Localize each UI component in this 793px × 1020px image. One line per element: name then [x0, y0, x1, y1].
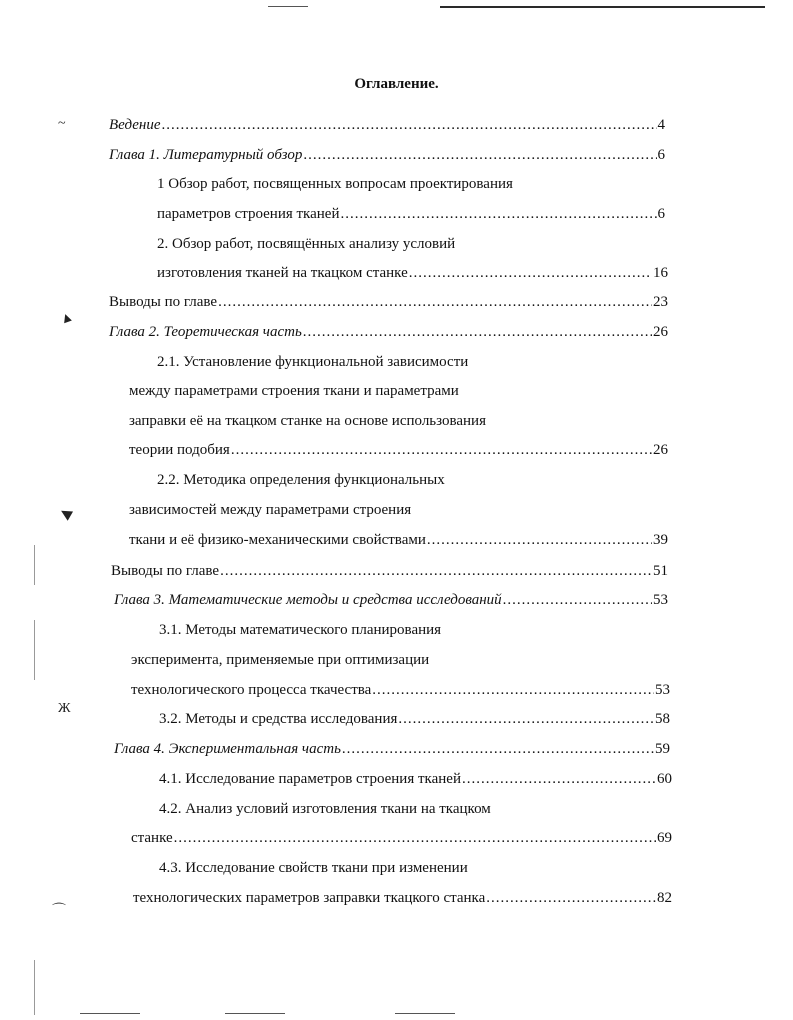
margin-rule-1: [34, 545, 35, 585]
toc-page-number: 60: [657, 771, 672, 787]
scan-line-top-left: [268, 6, 308, 7]
toc-page-number: 4: [657, 117, 665, 133]
margin-mark-arrow-3: Ж: [58, 701, 71, 716]
toc-page-number: 58: [655, 711, 670, 727]
toc-entry-2-1-line-4: [129, 440, 668, 460]
toc-entry-4-3-line-1: 4.3. Исследование свойств ткани при изменении: [159, 860, 468, 876]
toc-page-number: 53: [653, 592, 668, 608]
toc-entry-1-1-line-2: [157, 204, 665, 224]
toc-page-number: 23: [653, 294, 668, 310]
toc-entry-text: Глава 4. Экспериментальная часть: [114, 741, 341, 757]
toc-entry-4-1: [159, 769, 672, 789]
toc-entry-chapter-2-conclusions: [111, 561, 668, 581]
toc-entry-text: станке: [131, 830, 173, 846]
toc-entry-text: теории подобия: [129, 442, 230, 458]
scan-line-bottom-3: [395, 1013, 455, 1014]
toc-entry-4-2-line-2: [131, 828, 672, 848]
toc-page-number: 59: [655, 741, 670, 757]
toc-entry-text: изготовления тканей на ткацком станке: [157, 265, 408, 281]
toc-entry-text: Глава 3. Математические методы и средства исследований: [114, 592, 502, 608]
toc-leader-dots: [218, 292, 652, 312]
toc-entry-chapter-1: [109, 145, 665, 165]
toc-entry-chapter-1-conclusions: [109, 292, 668, 312]
toc-leader-dots: [409, 263, 652, 283]
toc-leader-dots: [503, 590, 652, 610]
toc-entry-3-1-line-3: [131, 680, 670, 700]
toc-leader-dots: [341, 204, 657, 224]
toc-entry-3-2: [159, 709, 670, 729]
toc-entry-chapter-4: [114, 739, 670, 759]
toc-page-number: 82: [657, 890, 672, 906]
toc-entry-3-1-line-1: 3.1. Методы математического планирования: [159, 622, 442, 638]
toc-entry-text: 3.2. Методы и средства исследования: [159, 711, 398, 727]
margin-mark-tick: ⌒: [52, 904, 66, 919]
toc-page-number: 39: [653, 532, 668, 548]
toc-entry-text: Глава 1. Литературный обзор: [109, 147, 303, 163]
toc-leader-dots: [303, 322, 652, 342]
toc-entry-text: параметров строения тканей: [157, 206, 340, 222]
toc-leader-dots: [220, 561, 652, 581]
toc-entry-3-1-line-2: эксперимента, применяемые при оптимизации: [131, 652, 430, 668]
toc-page-number: 16: [653, 265, 668, 281]
scan-line-bottom-2: [225, 1013, 285, 1014]
margin-rule-2: [34, 620, 35, 680]
toc-entry-text: Глава 2. Теоретическая часть: [109, 324, 302, 340]
toc-leader-dots: [231, 440, 652, 460]
toc-leader-dots: [303, 145, 656, 165]
margin-rule-3: [34, 960, 35, 1015]
toc-entry-text: технологического процесса ткачества: [131, 682, 372, 698]
scan-line-bottom-1: [80, 1013, 140, 1014]
toc-page-number: 6: [657, 206, 665, 222]
page-title: Оглавление.: [354, 76, 439, 92]
toc-page-number: 53: [655, 682, 670, 698]
toc-entry-4-3-line-2: [133, 888, 672, 908]
toc-entry-text: Выводы по главе: [111, 563, 220, 579]
toc-entry-chapter-3: [114, 590, 668, 610]
toc-entry-intro: [109, 115, 665, 135]
toc-entry-text: технологических параметров заправки ткацкого станка: [133, 890, 486, 906]
toc-entry-1-2-line-1: 2. Обзор работ, посвящённых анализу условий: [157, 236, 456, 252]
toc-page-number: 69: [657, 830, 672, 846]
toc-entry-text: ткани и её физико-механическими свойствами: [129, 532, 426, 548]
toc-leader-dots: [174, 828, 656, 848]
toc-leader-dots: [372, 680, 654, 700]
toc-leader-dots: [398, 709, 654, 729]
toc-entry-2-1-line-2: между параметрами строения ткани и параметрами: [129, 383, 459, 399]
toc-entry-2-2-line-3: [129, 530, 668, 550]
toc-entry-1-1-line-1: 1 Обзор работ, посвященных вопросам проектирования: [157, 176, 513, 192]
toc-entry-text: Ведение: [109, 117, 161, 133]
toc-leader-dots: [462, 769, 656, 789]
scan-line-top-right: [440, 6, 765, 8]
toc-entry-chapter-2: [109, 322, 668, 342]
toc-leader-dots: [427, 530, 652, 550]
toc-page-number: 6: [657, 147, 665, 163]
toc-entry-4-2-line-1: 4.2. Анализ условий изготовления ткани на ткацком: [159, 801, 491, 817]
margin-mark-arrow-2: ◀: [57, 504, 75, 523]
toc-leader-dots: [342, 739, 654, 759]
toc-entry-2-2-line-1: 2.2. Методика определения функциональных: [157, 472, 445, 488]
toc-entry-2-1-line-1: 2.1. Установление функциональной зависимости: [157, 354, 469, 370]
toc-entry-text: 4.1. Исследование параметров строения тканей: [159, 771, 461, 787]
toc-entry-1-2-line-2: [157, 263, 668, 283]
toc-leader-dots: [161, 115, 656, 135]
toc-page-number: 26: [653, 324, 668, 340]
margin-mark-tilde: ~: [58, 116, 66, 131]
toc-page-number: 51: [653, 563, 668, 579]
toc-page-number: 26: [653, 442, 668, 458]
toc-entry-2-1-line-3: заправки её на ткацком станке на основе использования: [129, 413, 486, 429]
margin-mark-arrow-1: ▲: [57, 309, 76, 328]
toc-entry-2-2-line-2: зависимостей между параметрами строения: [129, 502, 412, 518]
toc-leader-dots: [486, 888, 656, 908]
toc-entry-text: Выводы по главе: [109, 294, 218, 310]
